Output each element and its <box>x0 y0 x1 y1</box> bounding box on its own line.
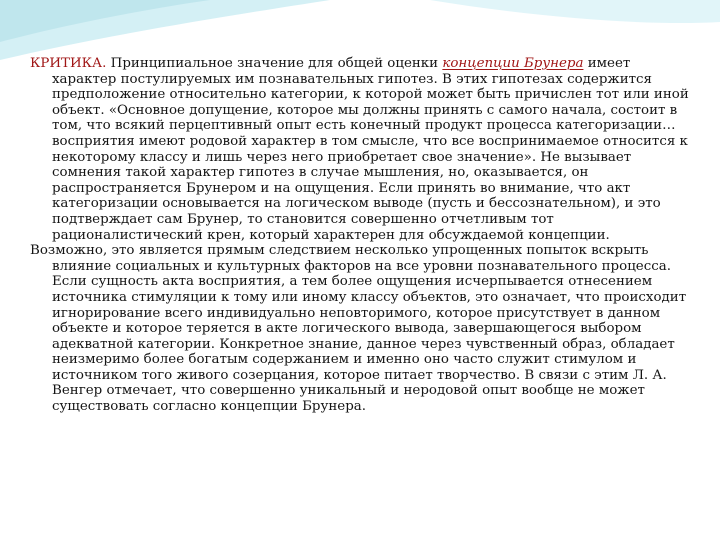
paragraph-critique <box>30 56 694 243</box>
critique-heading: КРИТИКА. <box>30 56 107 71</box>
paragraph-consequence <box>30 243 694 415</box>
paragraph-text: Возможно, это является прямым следствием несколько упрощенных попыток вскрыть влияние социальных и культурных факторов на все уровни познавательного процесса. Если сущность акта восприятия, а тем более ощущения исчерпывается отнесением источника стимуляции к тому или иному классу объектов, это означает, что происходит игнорирование всего индивидуально неповторимого, которое присутствует в данном объекте и которое теряется в акте логического вывода, завершающегося выбором адекватной категории. Конкретное знание, данное через чувственный образ, обладает неизмеримо более богатым содержанием и именно оно часто служит стимулом и источником того живого созерцания, которое питает творчество. В связи с этим Л. А. Венгер отмечает, что совершенно уникальный и неродовой опыт вообще не может существовать согласно концепции Брунера. <box>30 243 687 415</box>
bruner-concept-link: концепции Брунера <box>442 56 584 71</box>
document-body <box>30 56 694 415</box>
paragraph-text: имеет характер постулируемых им познавательных гипотез. В этих гипотезах содержится предположение относительно категории, к которой может быть причислен тот или иной объект. «Основное допущение, которое мы должны принять с самого начала, состоит в том, что всякий перцептивный опыт есть конечный продукт процесса категоризации… восприятия имеют родовой характер в том смысле, что все воспринимаемое относится к некоторому классу и лишь через него приобретает свое значение». Не вызывает сомнения такой характер гипотез в случае мышления, но, оказывается, он распространяется Брунером и на ощущения. Если принять во внимание, что акт категоризации основывается на логическом выводе (пусть и бессознательном), и это подтверждает сам Брунер, то становится совершенно отчетливым тот рационалистический крен, который характерен для обсуждаемой концепции. <box>52 56 689 243</box>
paragraph-text: Принципиальное значение для общей оценки <box>106 56 443 71</box>
